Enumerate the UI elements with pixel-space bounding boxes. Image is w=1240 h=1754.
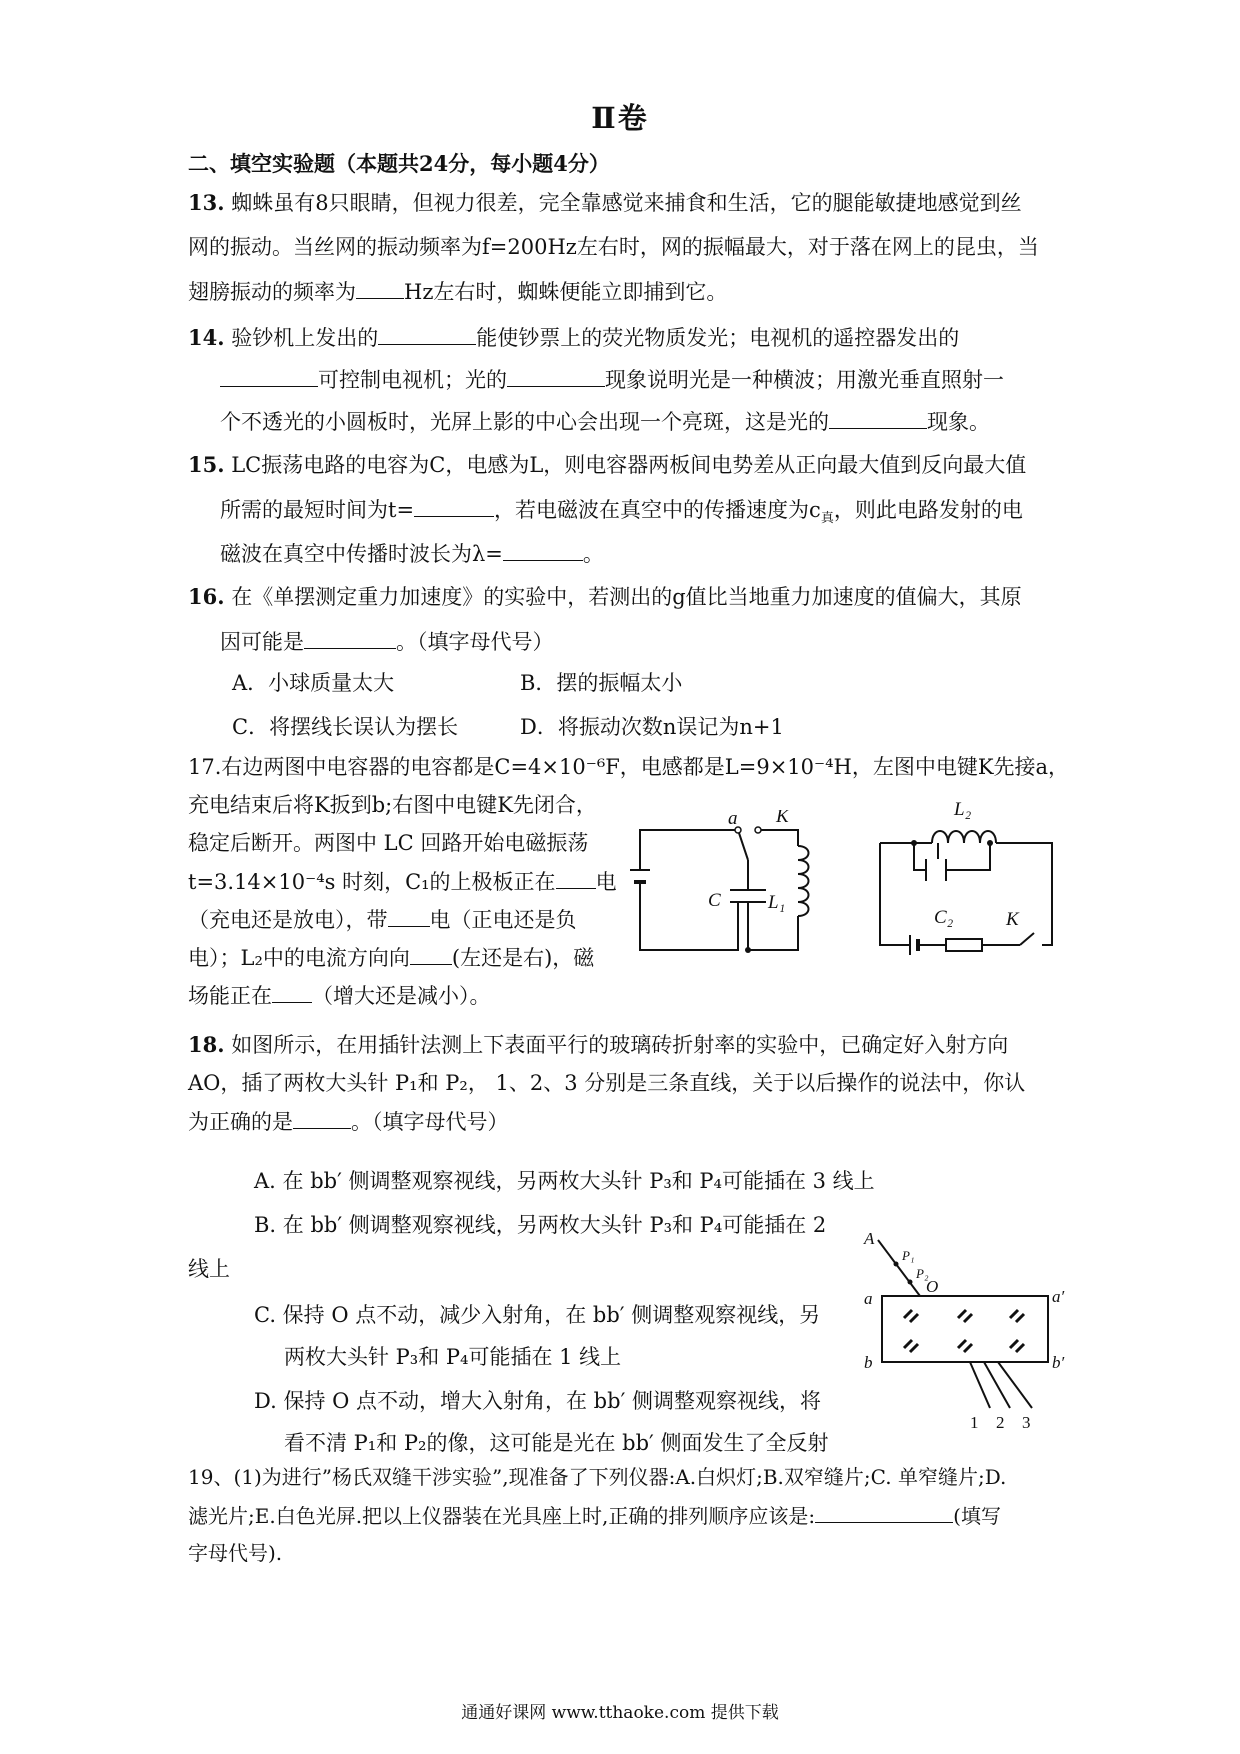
q18-option-d-line2: 看不清 P₁和 P₂的像，这可能是光在 bb′ 侧面发生了全反射	[284, 1431, 829, 1455]
q18-option-b-line2: 线上	[188, 1257, 230, 1281]
switch-lever	[738, 830, 748, 860]
switch-lever	[1020, 933, 1034, 945]
q18-option-d-line1: D. 保持 O 点不动，增大入射角，在 bb′ 侧调整观察视线，将	[254, 1389, 822, 1413]
q17-line4: t=3.14×10⁻⁴s 时刻，C₁的上极板正在 电	[188, 866, 617, 897]
label-line-1: 1	[970, 1413, 979, 1432]
answer-blank	[507, 364, 605, 387]
question-number: 15.	[188, 452, 225, 477]
label-line-3: 3	[1022, 1413, 1031, 1432]
answer-blank	[304, 626, 396, 649]
answer-blank	[815, 1500, 953, 1523]
q15-line3: 磁波在真空中传播时波长为λ= 。	[220, 538, 604, 569]
pin-p1	[894, 1262, 899, 1267]
wire	[640, 830, 738, 870]
volume-title: Ⅱ卷	[591, 101, 649, 135]
question-number: 14.	[188, 325, 225, 350]
wire	[760, 830, 798, 846]
q18-option-a: A. 在 bb′ 侧调整观察视线，另两枚大头针 P₃和 P₄可能插在 3 线上	[254, 1169, 875, 1193]
q16-line2: 因可能是 。（填字母代号）	[220, 626, 554, 657]
label-line-2: 2	[996, 1413, 1005, 1432]
terminal-b	[755, 827, 761, 833]
inductor-coil	[798, 846, 809, 916]
q19-line1: 19、(1)为进行”杨氏双缝干涉实验”,现准备了下列仪器:A.白炽灯;B.双窄缝片;C. 单窄缝片;D.	[188, 1465, 1007, 1489]
wire	[640, 900, 738, 950]
label-a-prime: a′	[1052, 1287, 1065, 1306]
q16-option-a: A．小球质量太大	[232, 671, 395, 695]
lc-circuit-right-figure	[870, 795, 1070, 965]
q17-line3: 稳定后断开。两图中 LC 回路开始电磁振荡	[188, 831, 589, 855]
q15-line1: 15. LC振荡电路的电容为C，电感为L，则电容器两板间电势差从正向最大值到反向最大值	[188, 452, 1027, 477]
q16-option-c: C．将摆线长误认为摆长	[232, 715, 459, 739]
label-a: a	[728, 810, 738, 829]
footer-credit: 通通好课网 www.tthaoke.com 提供下载	[461, 1703, 779, 1723]
q18-line1: 18. 如图所示，在用插针法测上下表面平行的玻璃砖折射率的实验中，已确定好入射方向	[188, 1032, 1009, 1057]
answer-blank	[388, 904, 430, 927]
glass-hatching	[904, 1310, 1024, 1352]
q16-line1: 16. 在《单摆测定重力加速度》的实验中，若测出的g值比当地重力加速度的值偏大，其原	[188, 584, 1022, 609]
q14-line3: 个不透光的小圆板时，光屏上影的中心会出现一个亮斑，这是光的 现象。	[220, 406, 990, 437]
answer-blank	[378, 322, 476, 345]
question-number: 16.	[188, 584, 225, 609]
q18-line2: AO，插了两枚大头针 P₁和 P₂， 1、2、3 分别是三条直线，关于以后操作的说法中，你认	[188, 1071, 1026, 1095]
answer-blank	[356, 276, 404, 299]
q17-line5: （充电还是放电），带 电（正电还是负	[188, 904, 577, 935]
question-number: 18.	[188, 1032, 225, 1057]
q17-line1: 17.右边两图中电容器的电容都是C=4×10⁻⁶F，电感都是L=9×10⁻⁴H，左图中电键K先接a，	[188, 755, 1070, 779]
junction-dot	[745, 947, 751, 953]
label-c: C	[708, 890, 721, 911]
section-heading: 二、填空实验题（本题共24分，每小题4分）	[188, 151, 610, 176]
q18-line3: 为正确的是 。（填字母代号）	[188, 1106, 509, 1137]
answer-blank	[410, 942, 452, 965]
label-a-point: A	[864, 1232, 875, 1248]
q15-line2: 所需的最短时间为t= ，若电磁波在真空中的传播速度为$c_真$，则此电路发射的电	[220, 494, 1023, 534]
question-number: 13.	[188, 190, 225, 215]
q18-option-c-line1: C. 保持 O 点不动，减少入射角，在 bb′ 侧调整观察视线，另	[254, 1303, 821, 1327]
answer-blank	[220, 364, 318, 387]
q16-option-d: D．将振动次数n误记为n+1	[520, 715, 784, 739]
q13-line3: 翅膀振动的频率为 Hz左右时，蜘蛛便能立即捕到它。	[188, 276, 727, 307]
lc-circuit-left-figure	[630, 810, 840, 960]
q16-option-b: B．摆的振幅太小	[520, 671, 683, 695]
inductor-coil	[932, 831, 996, 843]
answer-blank	[556, 866, 596, 889]
label-k: K	[1006, 909, 1019, 930]
q18-option-b-line1: B. 在 bb′ 侧调整观察视线，另两枚大头针 P₃和 P₄可能插在 2	[254, 1213, 827, 1237]
answer-blank	[414, 494, 494, 517]
q14-line2: 可控制电视机；光的 现象说明光是一种横波；用激光垂直照射一	[220, 364, 1004, 395]
line-3	[998, 1362, 1032, 1408]
label-l2: L₂	[954, 799, 972, 820]
q17-line2: 充电结束后将K扳到b;右图中电键K先闭合，	[188, 793, 597, 817]
label-p1: P₁	[902, 1248, 915, 1263]
label-a-edge: a	[864, 1289, 873, 1308]
answer-blank	[272, 980, 312, 1003]
q18-option-c-line2: 两枚大头针 P₃和 P₄可能插在 1 线上	[284, 1345, 622, 1369]
label-l1: L₁	[768, 892, 786, 913]
q19-line2: 滤光片;E.白色光屏.把以上仪器装在光具座上时,正确的排列顺序应该是: (填写	[188, 1500, 1001, 1531]
q17-line6: 电）；L₂中的电流方向向 (左还是右)，磁	[188, 942, 594, 973]
wire	[748, 916, 798, 950]
label-b-edge: b	[864, 1353, 873, 1372]
glass-brick-figure	[860, 1232, 1070, 1432]
resistor	[946, 939, 982, 951]
q19-line3: 字母代号).	[188, 1541, 283, 1565]
answer-blank	[293, 1106, 351, 1129]
answer-blank	[829, 406, 927, 429]
q13-line1: 13. 蜘蛛虽有8只眼睛，但视力很差，完全靠感觉来捕食和生活，它的腿能敏捷地感觉到丝	[188, 190, 1022, 215]
label-o: O	[926, 1277, 939, 1296]
pin-p2	[908, 1280, 913, 1285]
junction-dot	[911, 840, 917, 846]
label-k: K	[776, 810, 789, 827]
answer-blank	[503, 538, 583, 561]
wire	[880, 843, 910, 945]
label-c2: C₂	[934, 907, 954, 928]
q14-line1: 14. 验钞机上发出的 能使钞票上的荧光物质发光；电视机的遥控器发出的	[188, 322, 959, 353]
wire	[996, 843, 1052, 945]
q13-line2: 网的振动。当丝网的振动频率为f=200Hz左右时，网的振幅最大，对于落在网上的昆虫，当	[188, 235, 1039, 259]
label-b-prime: b′	[1052, 1353, 1065, 1372]
junction-dot	[987, 840, 993, 846]
q17-line7: 场能正在 （增大还是减小）。	[188, 980, 491, 1011]
label-p2: P₂	[916, 1266, 929, 1281]
